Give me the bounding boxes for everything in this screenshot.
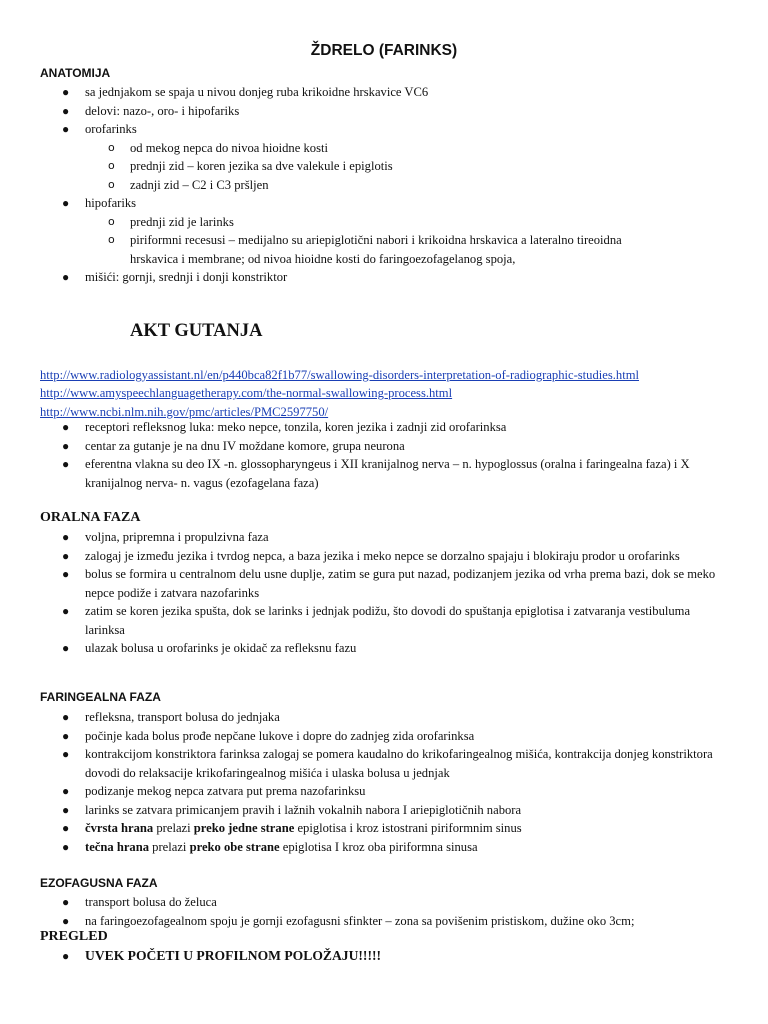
list-item: ● eferentna vlakna su deo IX -n. glossopharyngeus i XII kranijalnog nerva – n. hypoglossus (oralna i faringealna faza) i X kranijalnog nerva- n. vagus (ezofagelana faza): [62, 457, 690, 490]
bullet-icon: ●: [62, 821, 70, 835]
circle-bullet-icon: o: [108, 233, 115, 246]
akt-list: [0, 418, 768, 492]
section-heading-anatomija: ANATOMIJA: [40, 66, 111, 80]
section-heading-faringealna-faza: FARINGEALNA FAZA: [40, 690, 161, 704]
reference-link[interactable]: http://www.radiologyassistant.nl/en/p440bca82f1b77/swallowing-disorders-interpretation-of-radiographic-studies.html: [40, 368, 640, 382]
bullet-icon: ●: [62, 604, 70, 618]
reference-link[interactable]: http://www.amyspeechlanguagetherapy.com/the-normal-swallowing-process.html: [40, 386, 453, 401]
list-item: ● UVEK POČETI U PROFILNOM POLOŽAJU!!!!!: [0, 947, 768, 966]
bullet-icon: ●: [62, 710, 70, 724]
bullet-icon: ●: [62, 641, 70, 655]
section-heading-pregled: PREGLED: [40, 929, 108, 944]
bullet-icon: ●: [62, 784, 70, 798]
oralna-list: [0, 528, 768, 658]
bullet-icon: ●: [62, 85, 70, 99]
list-item-liquid-food: ● tečna hrana prelazi preko obe strane epiglotisa I kroz oba piriformna sinusa: [0, 838, 768, 857]
bullet-icon: ●: [62, 949, 70, 963]
section-heading-akt-gutanja: AKT GUTANJA: [130, 321, 263, 341]
list-item: ● hipofariks: [0, 194, 768, 213]
circle-bullet-icon: o: [108, 159, 115, 172]
bullet-icon: ●: [62, 548, 70, 563]
bullet-icon: ●: [62, 728, 70, 743]
bullet-icon: ●: [62, 438, 70, 453]
list-item: ● voljna, pripremna i propulzivna faza: [0, 528, 768, 547]
list-item: ● zalogaj je između jezika i tvrdog nepca, a baza jezika i meko nepce se dorzalno spajaju i blokiraju prodor u orofarinks: [0, 547, 768, 566]
faringealna-list: [0, 708, 768, 856]
list-item: ● na faringoezofagealnom spoju je gornji ezofagusni sfinkter – zona sa povišenim pristiskom, dužine oko 3cm;: [0, 912, 768, 931]
sub-list-item: o od mekog nepca do nivoa hioidne kosti: [0, 139, 768, 158]
bullet-icon: ●: [62, 270, 70, 284]
bullet-icon: ●: [62, 530, 70, 544]
sub-list-item: o piriformni recesusi – medijalno su ariepiglotični nabori i krikoidna hrskavica a lateralno tireoidna hrskavica i membrane; od nivoa hioidne kosti do faringoezofagelanog spoja,: [108, 233, 622, 266]
list-item: ● mišići: gornji, srednji i donji konstriktor: [0, 268, 768, 287]
list-item: ● centar za gutanje je na dnu IV moždane komore, grupa neurona: [0, 437, 768, 456]
section-heading-oralna-faza: ORALNA FAZA: [40, 510, 141, 525]
bullet-icon: ●: [62, 747, 70, 761]
reference-link[interactable]: http://www.ncbi.nlm.nih.gov/pmc/articles/PMC2597750/: [40, 404, 329, 419]
sub-list-item: o zadnji zid – C2 i C3 pršljen: [0, 176, 768, 195]
list-item: ● bolus se formira u centralnom delu usne duplje, zatim se gura put nazad, podizanjem jezika od vrha prema bazi, dok se meko nepce podiže i zatvara nazofarinks: [62, 567, 716, 600]
list-item: ● orofarinks: [0, 120, 768, 139]
circle-bullet-icon: o: [108, 177, 115, 191]
list-item: ● delovi: nazo-, oro- i hipofariks: [0, 102, 768, 121]
bullet-icon: ●: [62, 103, 70, 118]
circle-bullet-icon: o: [108, 214, 115, 228]
sub-list-item: o prednji zid – koren jezika sa dve valekule i epiglotis: [0, 157, 768, 176]
bullet-icon: ●: [62, 420, 70, 434]
list-item: ● počinje kada bolus prođe nepčane lukove i dopre do zadnjeg zida orofarinksa: [0, 727, 768, 746]
bullet-icon: ●: [62, 122, 70, 136]
bullet-icon: ●: [62, 802, 70, 817]
sub-list-item: o prednji zid je larinks: [0, 213, 768, 232]
list-item: ● sa jednjakom se spaja u nivou donjeg ruba krikoidne hrskavice VC6: [0, 83, 768, 102]
section-heading-ezofagusna-faza: EZOFAGUSNA FAZA: [40, 876, 158, 890]
list-item: ● ulazak bolusa u orofarinks je okidač za refleksnu fazu: [0, 639, 768, 658]
bullet-icon: ●: [62, 457, 70, 471]
circle-bullet-icon: o: [108, 140, 115, 154]
bullet-icon: ●: [62, 567, 70, 581]
bullet-icon: ●: [62, 895, 70, 909]
bullet-icon: ●: [62, 839, 70, 854]
ezofagusna-list: [0, 893, 768, 930]
reference-links: [40, 366, 639, 421]
list-item: ● refleksna, transport bolusa do jednjaka: [0, 708, 768, 727]
list-item: ● podizanje mekog nepca zatvara put prema nazofarinksu: [0, 782, 768, 801]
list-item-solid-food: ● čvrsta hrana prelazi preko jedne strane epiglotisa i kroz istostrani piriformnim sinus: [0, 819, 768, 838]
list-item: ● zatim se koren jezika spušta, dok se larinks i jednjak podižu, što dovodi do spuštanja epiglotisa i zatvaranja vestibuluma larinksa: [62, 604, 691, 637]
list-item: ● receptori refleksnog luka: meko nepce, tonzila, koren jezika i zadnji zid orofarinksa: [0, 418, 768, 437]
page-title: ŽDRELO (FARINKS): [310, 42, 458, 59]
pregled-list: [0, 947, 768, 966]
list-item: ● kontrakcijom konstriktora farinksa zalogaj se pomera kaudalno do krikofaringealnog mišića, kontrakcija donjeg konstriktora dovodi do relaksacije krikofaringealnog mišića i ulaska bolusa u jednjak: [62, 747, 713, 780]
list-item: ● transport bolusa do želuca: [0, 893, 768, 912]
list-item: ● larinks se zatvara primicanjem pravih i lažnih vokalnih nabora I ariepiglotičnih nabora: [0, 801, 768, 820]
bullet-icon: ●: [62, 913, 70, 928]
anatomija-list: [0, 83, 768, 287]
bullet-icon: ●: [62, 196, 70, 210]
